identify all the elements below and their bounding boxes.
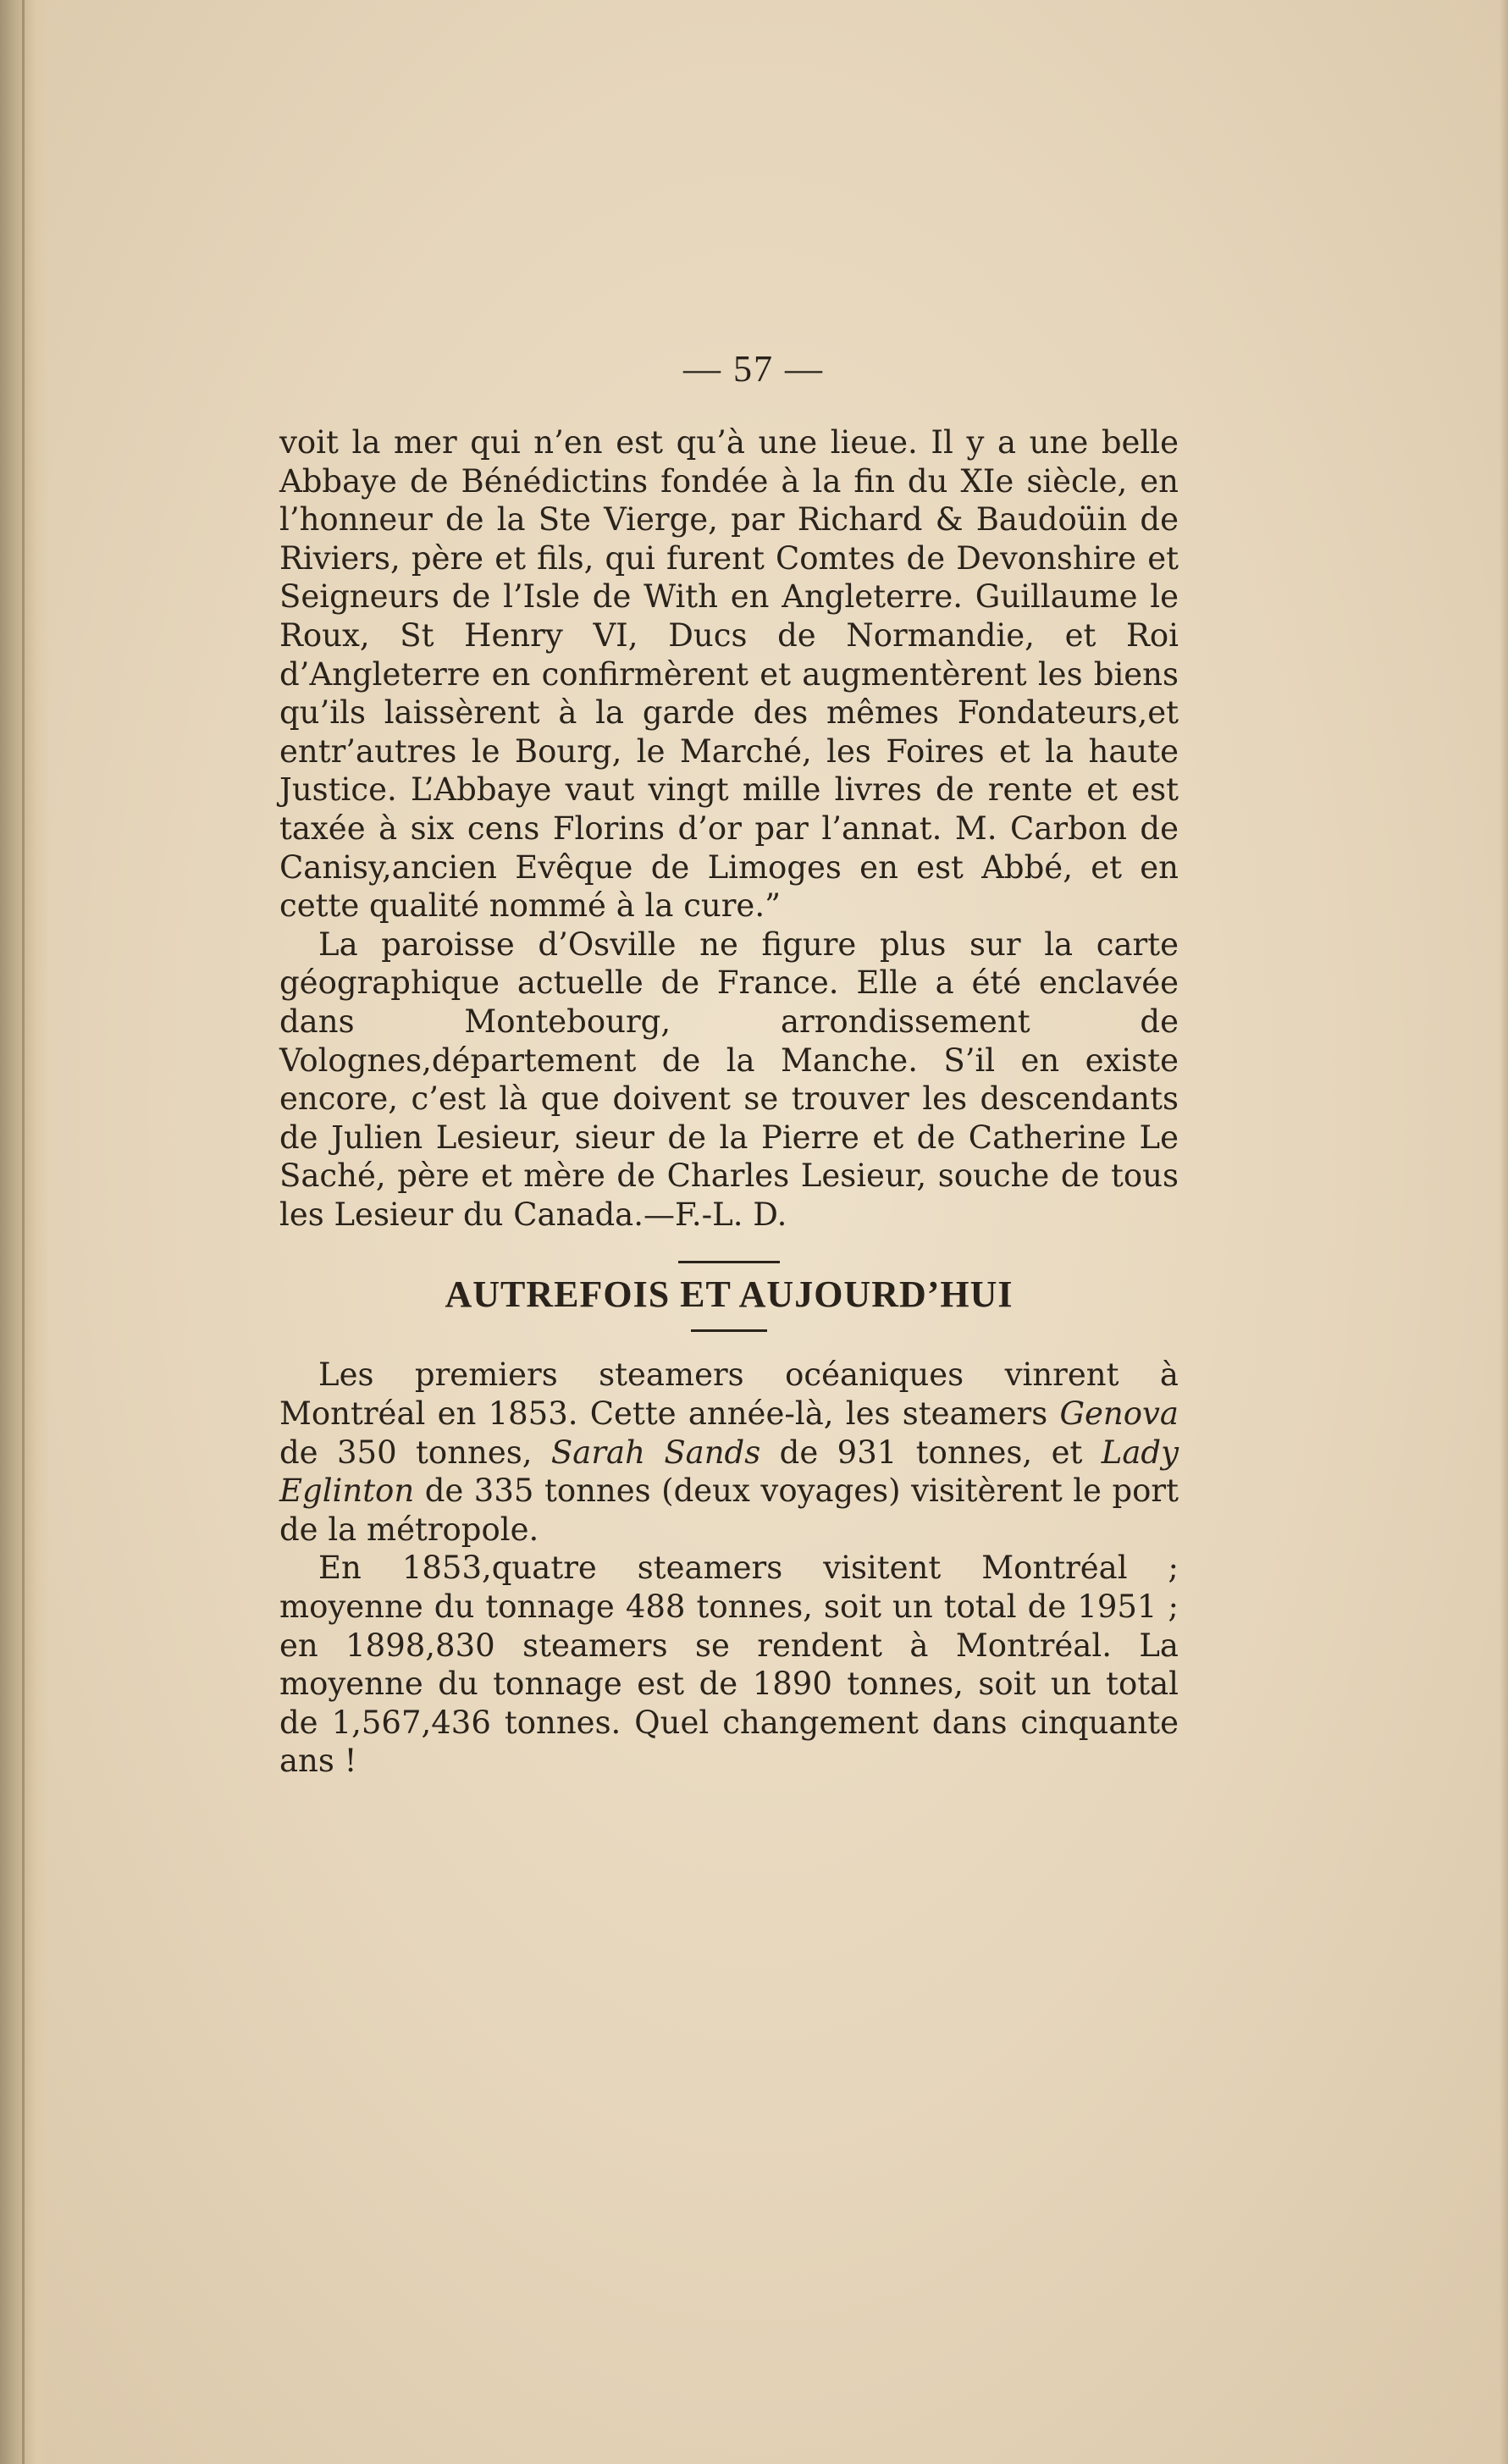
para3-text-1: Les premiers steamers océaniques vinrent à Montréal en 1853. Cette année-là, les steamers (279, 1356, 1179, 1433)
ship-name-sarah-sands: Sarah Sands (550, 1434, 761, 1471)
page-binding-shadow (0, 0, 49, 2464)
heading-rule-bottom (691, 1329, 767, 1332)
paragraph-tonnage: En 1853,quatre steamers visitent Montréal ; moyenne du tonnage 488 tonnes, soit un total de 1951 ; en 1898,830 steamers se rendent à Montréal. La moyenne du tonnage est de 1890 tonnes, soit un total de 1,567,436 tonnes. Quel changement dans cinquante ans ! (279, 1550, 1179, 1780)
binding-crease (22, 0, 25, 2464)
ship-name-genova: Genova (1059, 1395, 1179, 1433)
para3-text-3: de 931 tonnes, et (760, 1434, 1102, 1471)
section-heading: AUTREFOIS ET AUJOURD’HUI (445, 1273, 1014, 1316)
paragraph-abbey: voit la mer qui n’en est qu’à une lieue. Il y a une belle Abbaye de Bénédictins fondée à la fin du XIe siècle, en l’honneur de la Ste Vierge, par Richard & Baudoüin de Riviers, père et fils, qui furent Comtes de Devonshire et Seigneurs de l’Isle de With en Angleterre. Guillaume le Roux, St Henry VI, Ducs de Normandie, et Roi d’Angleterre en confirmèrent et augmentèrent les biens qu’ils laissèrent à la garde des mêmes Fondateurs,et entr’autres le Bourg, le Marché, les Foires et la haute Justice. L’Abbaye vaut vingt mille livres de rente et est taxée à six cens Florins d’or par l’annat. M. Carbon de Canisy,ancien Evêque de Limoges en est Abbé, et en cette qualité nommé à la cure.” (279, 424, 1179, 925)
para3-text-4: de 335 tonnes (deux voyages) visitèrent le port de la métropole. (279, 1472, 1179, 1548)
page-edge-shadow (1500, 0, 1508, 2464)
page-number: — 57 — (683, 348, 824, 389)
text-block (279, 423, 1179, 1781)
paragraph-osville: La paroisse d’Osville ne figure plus sur la carte géographique actuelle de France. Elle a été enclavée dans Montebourg, arrondissement de Volognes,département de la Manche. S’il en existe encore, c’est là que doivent se trouver les descendants de Julien Lesieur, sieur de la Pierre et de Catherine Le Saché, père et mère de Charles Lesieur, souche de tous les Lesieur du Canada.—F.-L. D. (279, 925, 1179, 1233)
paragraph-first-steamers (279, 1356, 1179, 1549)
para3-text-2: de 350 tonnes, (279, 1434, 551, 1471)
ship-name-lady-eglinton: Lady Eglinton (279, 1434, 1179, 1510)
heading-rule-top (678, 1261, 780, 1263)
